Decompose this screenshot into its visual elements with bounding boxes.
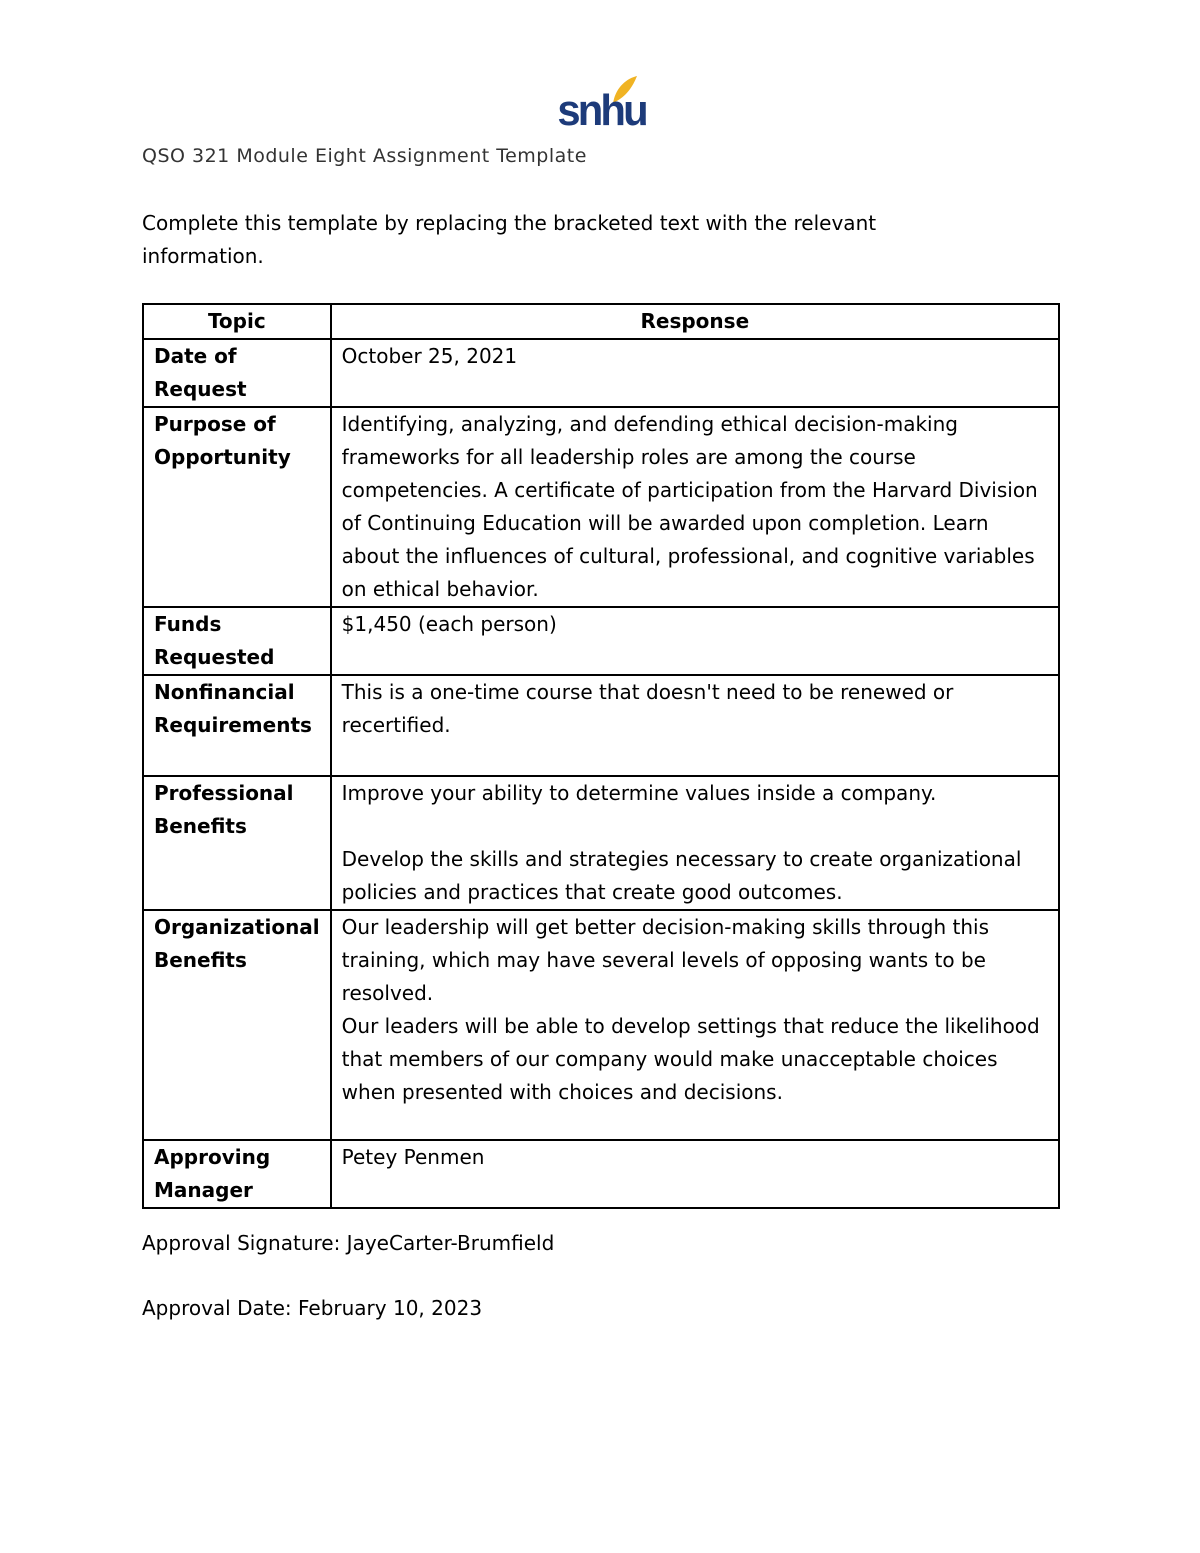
table-row <box>143 1140 1059 1208</box>
response-cell <box>331 910 1059 1140</box>
response-cell <box>331 776 1059 910</box>
response-text: Improve your ability to determine values inside a company. <box>341 781 937 805</box>
response-cell <box>331 407 1059 607</box>
document-heading: QSO 321 Module Eight Assignment Template <box>142 145 587 167</box>
response-text: This is a one-time course that doesn't need to be renewed or recertified. <box>341 680 954 737</box>
topic-cell: Date of Request <box>143 339 331 407</box>
response-text: Our leaders will be able to develop settings that reduce the likelihood that members of our company would make unacceptable choices when presented with choices and decisions. <box>341 1014 1040 1104</box>
topic-cell: Approving Manager <box>143 1140 331 1208</box>
response-text: Petey Penmen <box>341 1145 485 1169</box>
table-row <box>143 910 1059 1140</box>
header-topic: Topic <box>143 304 331 339</box>
table-row <box>143 675 1059 776</box>
response-text: Our leadership will get better decision-making skills through this training, which may have several levels of opposing wants to be resolved. <box>341 915 989 1005</box>
response-cell <box>331 675 1059 776</box>
instructions: Complete this template by replacing the bracketed text with the relevant information. <box>142 211 877 268</box>
topic-cell: Organizational Benefits <box>143 910 331 1140</box>
table-row <box>143 407 1059 607</box>
approval-date: Approval Date: February 10, 2023 <box>142 1296 483 1320</box>
table-row <box>143 339 1059 407</box>
table-row <box>143 607 1059 675</box>
topic-cell: Funds Requested <box>143 607 331 675</box>
logo-text: snhu <box>557 86 646 135</box>
response-text: Develop the skills and strategies necessary to create organizational policies and practices that create good outcomes. <box>341 847 1022 904</box>
response-cell <box>331 607 1059 675</box>
table-row <box>143 776 1059 910</box>
response-table <box>142 303 1060 1209</box>
topic-cell: Purpose of Opportunity <box>143 407 331 607</box>
response-cell <box>331 339 1059 407</box>
topic-cell: Professional Benefits <box>143 776 331 910</box>
header-response: Response <box>331 304 1059 339</box>
table-header-row <box>143 304 1059 339</box>
response-text: Identifying, analyzing, and defending ethical decision-making frameworks for all leadership roles are among the course competencies. A certificate of participation from the Harvard Division of Continuing Education will be awarded upon completion. Learn about the influences of cultural, professional, and cognitive variables on ethical behavior. <box>341 412 1038 601</box>
topic-cell: Nonfinancial Requirements <box>143 675 331 776</box>
response-cell <box>331 1140 1059 1208</box>
response-text: October 25, 2021 <box>341 344 518 368</box>
approval-signature: Approval Signature: JayeCarter-Brumfield <box>142 1231 555 1255</box>
response-text: $1,450 (each person) <box>341 612 557 636</box>
snhu-logo <box>555 74 646 135</box>
